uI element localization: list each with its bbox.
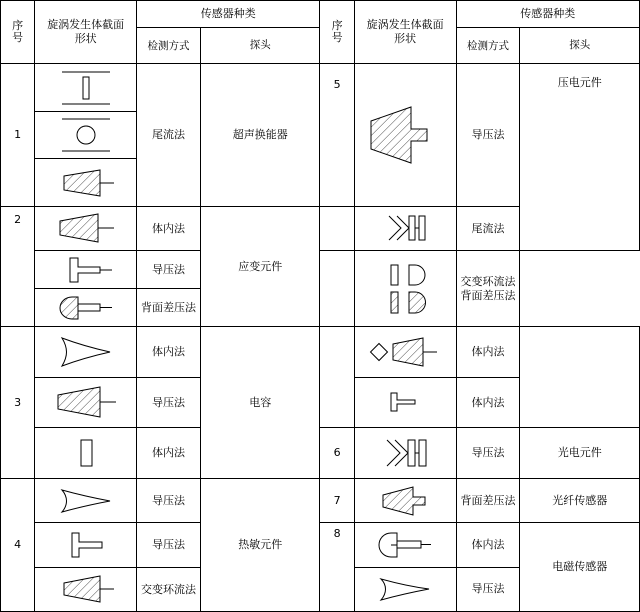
shape-mushroom-stem <box>35 289 136 326</box>
row-seq-7-label: 7 <box>333 493 341 507</box>
probe-cell-6 <box>520 428 640 479</box>
header-shape-left-label: 旋涡发生体截面形状 <box>47 18 125 46</box>
row-seq-8 <box>320 523 354 612</box>
method-cell-2-3 <box>137 289 201 327</box>
row-seq-2 <box>1 206 35 326</box>
probe-cell-8 <box>520 523 640 612</box>
method-cell-8-1-label: 体内法 <box>471 538 505 552</box>
method-cell-1 <box>137 64 201 206</box>
shape-cell-1-2 <box>35 111 137 158</box>
shape-cell-4-2 <box>35 523 137 567</box>
method-cell-3-3-label: 体内法 <box>152 446 186 460</box>
shape-cell-7-1 <box>354 478 456 522</box>
method-cell-6-1 <box>456 327 520 378</box>
method-cell-4-3 <box>137 567 201 611</box>
shape-cell-2-1 <box>35 206 137 250</box>
row-seq-3 <box>1 327 35 479</box>
shape-cell-5-2 <box>354 206 456 250</box>
probe-cell-4-label: 热敏元件 <box>238 538 283 552</box>
shape-rect-vertical <box>35 428 136 478</box>
header-detect-method-right-label: 检测方式 <box>467 39 509 52</box>
shape-cell-3-1 <box>35 327 137 378</box>
row-seq-4 <box>1 478 35 611</box>
row-seq-5-blank <box>320 206 354 250</box>
method-cell-8-1 <box>456 523 520 567</box>
probe-cell-7 <box>520 478 640 522</box>
method-cell-2-1-label: 体内法 <box>152 221 186 235</box>
header-probe-left <box>200 28 320 64</box>
row-seq-5 <box>320 64 354 206</box>
shape-curved-wedge <box>35 327 136 377</box>
shape-cell-5-3 <box>354 251 456 327</box>
shape-wedge-hatched <box>35 207 136 250</box>
method-cell-4-1 <box>137 478 201 522</box>
method-cell-6-3 <box>456 428 520 479</box>
method-cell-8-2 <box>456 567 520 611</box>
header-seq-right-label: 序号 <box>331 19 343 45</box>
header-sensor-kind-right <box>456 1 639 28</box>
method-cell-7 <box>456 478 520 522</box>
shape-cell-6-3 <box>354 428 456 479</box>
row-seq-7 <box>320 478 354 522</box>
row-seq-2-label: 2 <box>14 212 22 226</box>
shape-bar-in-box <box>35 64 136 110</box>
shape-wedge-hatched <box>35 159 136 205</box>
method-cell-5-3 <box>456 251 520 327</box>
shape-t-bar-flange <box>35 523 136 566</box>
row-seq-5-label: 5 <box>333 78 341 92</box>
shape-cell-6-1 <box>354 327 456 378</box>
probe-cell-1 <box>200 64 320 206</box>
method-cell-5-1-label: 导压法 <box>471 128 505 142</box>
method-cell-3-1-label: 体内法 <box>152 344 186 358</box>
method-cell-6-2-label: 体内法 <box>471 395 505 409</box>
header-detect-method-right <box>456 28 520 64</box>
header-probe-left-label: 探头 <box>249 39 271 52</box>
header-sensor-kind-left-label: 传感器种类 <box>200 7 256 21</box>
method-cell-2-2 <box>137 251 201 289</box>
method-cell-5-2 <box>456 206 520 250</box>
shape-cell-2-3 <box>35 289 137 327</box>
row-seq-1-label: 1 <box>14 128 22 142</box>
header-sensor-kind-left <box>137 1 320 28</box>
probe-cell-5-label: 压电元件 <box>557 76 602 90</box>
method-cell-3-1 <box>137 327 201 378</box>
header-probe-right <box>520 28 640 64</box>
header-detect-method-left <box>137 28 201 64</box>
row-seq-5b <box>320 327 354 428</box>
probe-cell-5 <box>520 64 640 251</box>
shape-cell-8-1 <box>354 523 456 567</box>
method-cell-3-2-label: 导压法 <box>152 395 186 409</box>
shape-diamond-wedge <box>355 327 456 377</box>
method-cell-2-2-label: 导压法 <box>152 262 186 276</box>
header-shape-right-label: 旋涡发生体截面形状 <box>366 18 444 46</box>
method-cell-4-2-label: 导压法 <box>152 538 186 552</box>
method-cell-6-2 <box>456 377 520 428</box>
method-cell-5-2-label: 尾流法 <box>471 221 505 235</box>
shape-cell-3-2 <box>35 377 137 428</box>
shape-t-bar-flange <box>35 251 136 288</box>
method-cell-6-1-label: 体内法 <box>471 344 505 358</box>
method-cell-4-2 <box>137 523 201 567</box>
shape-bar-and-dshape <box>355 251 456 326</box>
shape-wedge-hatched <box>35 568 136 611</box>
shape-cell-1-1 <box>35 64 137 111</box>
method-cell-6-3-label: 导压法 <box>471 446 505 460</box>
shape-wedge-hatched-large <box>355 64 456 205</box>
shape-mushroom-stem <box>355 523 456 566</box>
method-cell-2-3-label: 背面差压法 <box>141 300 197 314</box>
method-cell-3-3 <box>137 428 201 479</box>
row-seq-6 <box>320 428 354 479</box>
shape-cell-3-3 <box>35 428 137 479</box>
shape-double-h-arrow <box>355 207 456 250</box>
probe-cell-6-label: 光电元件 <box>557 446 602 460</box>
header-seq-right <box>320 1 354 64</box>
header-shape-right <box>354 1 456 64</box>
shape-cell-5-1 <box>354 64 456 206</box>
row-seq-6-label: 6 <box>333 446 341 460</box>
shape-cell-2-2 <box>35 251 137 289</box>
header-probe-right-label: 探头 <box>569 39 591 52</box>
row-seq-8-label: 8 <box>333 527 341 541</box>
probe-cell-2-label: 应变元件 <box>238 259 283 273</box>
shape-cell-8-2 <box>354 567 456 611</box>
shape-wedge-hatched-step <box>355 479 456 522</box>
row-seq-5-blank2 <box>320 251 354 327</box>
probe-cell-2 <box>200 206 320 326</box>
method-cell-3-2 <box>137 377 201 428</box>
row-seq-4-label: 4 <box>14 538 22 552</box>
method-cell-7-label: 背面差压法 <box>460 494 516 508</box>
method-cell-5-3-label: 交变环流法 <box>460 275 516 289</box>
shape-t-bar-small <box>355 378 456 428</box>
method-cell-5-4-label: 背面差压法 <box>460 288 516 302</box>
probe-cell-4 <box>200 478 320 611</box>
method-cell-8-2-label: 导压法 <box>471 582 505 596</box>
header-seq-left-label: 序号 <box>12 19 24 45</box>
probe-cell-blank-right <box>520 327 640 428</box>
shape-curved-wedge <box>35 479 136 522</box>
header-detect-method-left-label: 检测方式 <box>147 39 190 52</box>
probe-cell-7-label: 光纤传感器 <box>552 493 608 507</box>
method-cell-4-1-label: 导压法 <box>152 493 186 507</box>
shape-cell-4-3 <box>35 567 137 611</box>
shape-cell-6-2 <box>354 377 456 428</box>
shape-wedge-hatched <box>35 378 136 428</box>
probe-cell-3-label: 电容 <box>249 395 272 409</box>
method-cell-4-3-label: 交变环流法 <box>141 582 197 596</box>
method-cell-2-1 <box>137 206 201 250</box>
header-seq-left <box>1 1 35 64</box>
row-seq-3-label: 3 <box>14 395 22 409</box>
method-cell-5-1 <box>456 64 520 206</box>
header-sensor-kind-right-label: 传感器种类 <box>520 7 576 21</box>
probe-cell-3 <box>200 327 320 479</box>
shape-curved-wedge <box>355 568 456 611</box>
probe-cell-1-label: 超声换能器 <box>232 128 288 142</box>
shape-cell-4-1 <box>35 478 137 522</box>
method-cell-1-label: 尾流法 <box>152 128 186 142</box>
shape-cell-1-3 <box>35 159 137 206</box>
probe-cell-8-label: 电磁传感器 <box>552 560 608 574</box>
header-shape-left <box>35 1 137 64</box>
shape-double-h-arrow <box>355 428 456 478</box>
shape-circle-in-box <box>35 112 136 158</box>
row-seq-1 <box>1 64 35 206</box>
